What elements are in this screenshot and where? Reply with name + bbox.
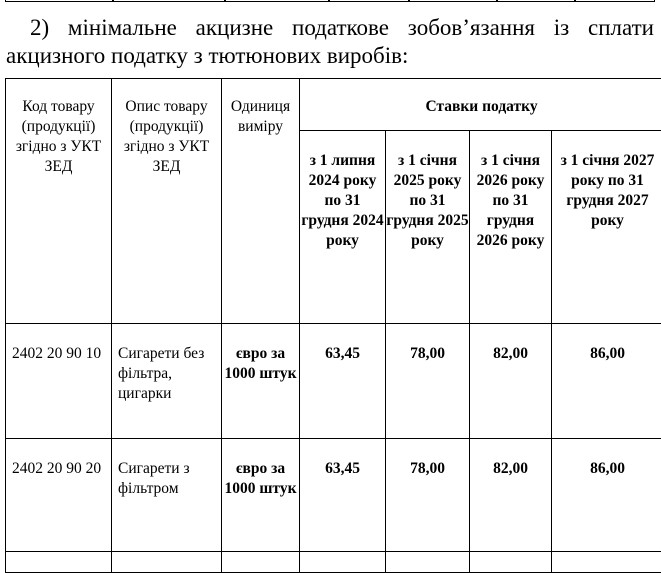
header-rates-group: Ставки податку	[300, 79, 661, 131]
header-period-2027: з 1 січня 2027 року по 31 грудня 2027 року	[552, 131, 661, 324]
table-row	[6, 324, 661, 439]
header-code: Код товару (продукції) згідно з УКТ ЗЕД	[6, 79, 112, 324]
row-rate-2025: 78,00	[386, 439, 470, 552]
row-rate-2027: 86,00	[552, 324, 661, 439]
previous-table-bottom-edge	[0, 0, 661, 4]
row-rate-2026: 82,00	[470, 324, 552, 439]
intro-paragraph	[6, 14, 654, 70]
excise-rates-table	[5, 78, 661, 573]
table-row-partial	[6, 552, 661, 573]
row-cell-empty	[6, 552, 112, 573]
table-row	[6, 439, 661, 552]
row-unit: євро за 1000 штук	[222, 324, 300, 439]
row-rate-2024: 63,45	[300, 439, 386, 552]
row-cell-empty	[300, 552, 386, 573]
header-unit: Одиниця виміру	[222, 79, 300, 324]
row-cell-empty	[552, 552, 661, 573]
header-description: Опис товару (продукції) згідно з УКТ ЗЕД	[112, 79, 222, 324]
row-cell-empty	[386, 552, 470, 573]
row-unit: євро за 1000 штук	[222, 439, 300, 552]
row-code: 2402 20 90 20	[6, 439, 112, 552]
row-description: Сигарети з фільтром	[112, 439, 222, 552]
header-period-2025: з 1 січня 2025 року по 31 грудня 2025 року	[386, 131, 470, 324]
table-header-row-1	[6, 79, 661, 131]
intro-line-2: акцизного податку з тютюнових виробів:	[6, 42, 654, 70]
row-cell-empty	[112, 552, 222, 573]
row-rate-2026: 82,00	[470, 439, 552, 552]
row-rate-2025: 78,00	[386, 324, 470, 439]
row-code: 2402 20 90 10	[6, 324, 112, 439]
header-period-2024: з 1 липня 2024 року по 31 грудня 2024 року	[300, 131, 386, 324]
row-cell-empty	[222, 552, 300, 573]
row-rate-2027: 86,00	[552, 439, 661, 552]
header-period-2026: з 1 січня 2026 року по 31 грудня 2026 року	[470, 131, 552, 324]
intro-line-1: 2) мінімальне акцизне податкове зобов’язання із сплати	[6, 14, 654, 42]
row-description: Сигарети без фільтра, цигарки	[112, 324, 222, 439]
row-rate-2024: 63,45	[300, 324, 386, 439]
row-cell-empty	[470, 552, 552, 573]
